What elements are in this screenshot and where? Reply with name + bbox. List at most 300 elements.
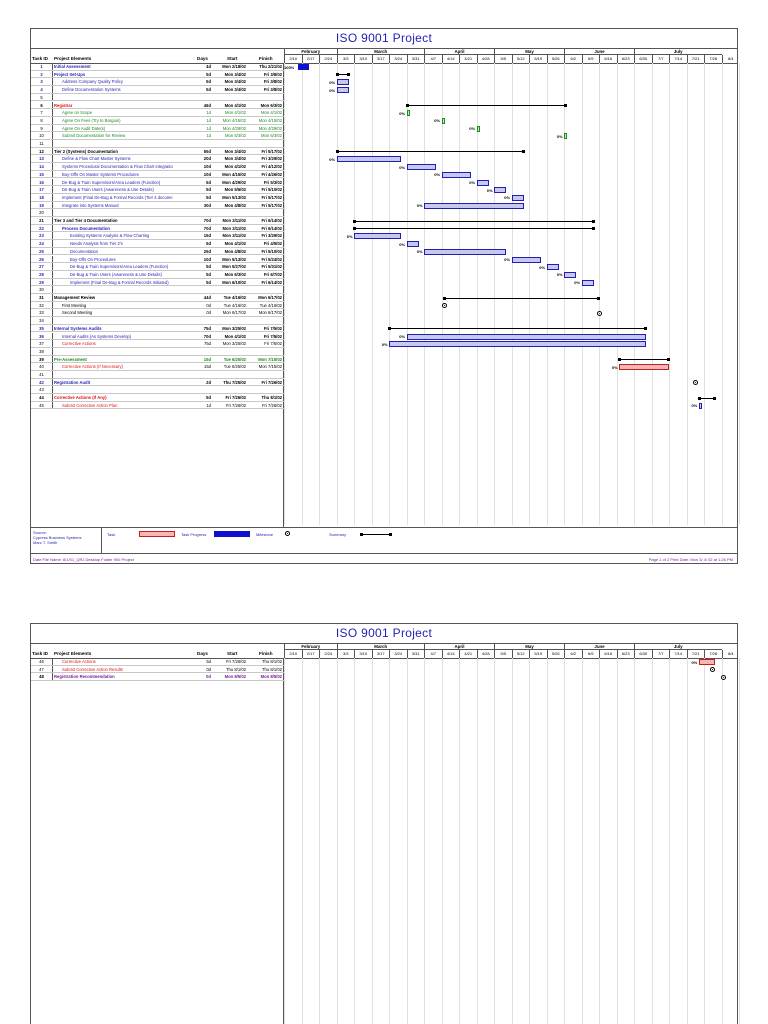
legend-progress-label: Task Progress (181, 532, 207, 537)
task-id: 44 (31, 394, 53, 401)
table-row (31, 325, 284, 333)
task-id: 14 (31, 163, 53, 170)
summary-bar (699, 398, 715, 399)
task-days: 5d (206, 194, 211, 200)
task-start: Mon 3/4/02 (224, 79, 246, 85)
task-name: Buy-Offs On Procedures (70, 256, 116, 262)
col-task-id: Task ID (32, 56, 48, 61)
percent-complete-label: 0% (416, 203, 423, 209)
gantt-bar (389, 341, 646, 347)
task-name: De-Bug & Train Users (Awareness & Use Details) (62, 187, 154, 193)
week-header: 6/2 (564, 55, 582, 63)
task-start: Mon 3/4/02 (224, 148, 246, 154)
table-row (31, 202, 284, 210)
grid-line (582, 658, 583, 1024)
percent-complete-label: 0% (504, 257, 511, 262)
task-finish: Fri 5/17/02 (261, 202, 282, 208)
task-id: 4 (31, 86, 53, 93)
task-id: 28 (31, 271, 53, 278)
grid-line (477, 63, 478, 525)
week-header: 5/5 (494, 650, 512, 658)
task-start: Tue 6/25/02 (223, 364, 246, 370)
task-start: Mon 3/11/02 (222, 218, 246, 223)
table-row (31, 294, 284, 302)
table-row (31, 348, 284, 356)
task-table (31, 63, 284, 527)
grid-line (354, 63, 355, 525)
task-id: 17 (31, 186, 53, 193)
task-start: Mon 4/1/02 (224, 333, 246, 339)
task-name: Initial Assessment (54, 64, 91, 69)
week-header: 6/9 (582, 55, 600, 63)
task-id: 29 (31, 279, 53, 286)
week-header: 5/12 (512, 55, 530, 63)
task-name: Corrective Actions (62, 659, 96, 664)
week-header: 7/28 (704, 55, 722, 63)
task-start: Mon 4/8/02 (224, 248, 246, 254)
task-finish: Thu 8/1/02 (261, 659, 282, 664)
task-start: Mon 5/6/02 (224, 187, 246, 193)
summary-bar (337, 151, 524, 152)
task-days: 1d (206, 125, 211, 131)
task-id: 16 (31, 179, 53, 186)
month-header: March (337, 643, 425, 650)
task-days: 70d (203, 225, 211, 231)
task-start: Mon 4/15/02 (222, 117, 246, 123)
task-days: 70d (203, 218, 211, 223)
task-days: 1d (206, 133, 211, 139)
timeline-header (284, 643, 737, 658)
week-header: 4/28 (477, 650, 495, 658)
table-row (31, 163, 284, 171)
week-header: 2/17 (302, 55, 320, 63)
task-start: Mon 3/11/02 (222, 233, 246, 239)
task-days: 0d (206, 310, 211, 316)
page-title: ISO 9001 Project (31, 624, 737, 644)
week-header: 4/7 (424, 55, 442, 63)
task-id: 25 (31, 248, 53, 255)
summary-bar (389, 328, 646, 329)
col-days: Days (197, 56, 208, 61)
percent-complete-label: 0% (469, 180, 476, 185)
task-finish: Mon 6/17/02 (258, 310, 282, 316)
task-days: 5d (206, 179, 211, 185)
grid-line (284, 658, 285, 1024)
task-name: Corrective Actions (If Any) (54, 395, 107, 401)
gantt-bar (298, 64, 309, 70)
table-row (31, 279, 284, 287)
col-start: Start (227, 651, 238, 656)
gantt-chart (284, 658, 737, 1024)
task-id: 21 (31, 217, 53, 224)
grid-line (424, 658, 425, 1024)
task-finish: Fri 3/29/02 (261, 156, 282, 162)
month-header: April (424, 643, 494, 650)
task-start: Mon 4/1/02 (224, 241, 246, 247)
percent-complete-label: 0% (556, 272, 563, 278)
legend-milestone-label: Milestone (256, 532, 274, 537)
table-row (31, 394, 284, 402)
task-id: 41 (31, 371, 53, 378)
task-finish: Fri 4/12/02 (261, 164, 282, 170)
table-row (31, 63, 284, 71)
task-id: 31 (31, 294, 53, 301)
week-header: 4/14 (442, 55, 460, 63)
gantt-bar (407, 110, 410, 116)
grid-line (407, 63, 408, 525)
week-header: 5/12 (512, 650, 530, 658)
percent-complete-label: 0% (399, 241, 406, 247)
task-name: Agree On Audit Date(s) (62, 125, 106, 131)
col-project-elements: Project Elements (54, 651, 92, 656)
week-header: 2/17 (302, 650, 320, 658)
task-finish: Fri 3/8/02 (263, 87, 282, 93)
task-days: 25d (203, 248, 211, 254)
task-start: Mon 4/1/02 (225, 110, 246, 116)
grid-line (284, 63, 285, 525)
task-days: 10d (203, 171, 211, 177)
task-id: 45 (31, 402, 53, 409)
gantt-bar (337, 87, 349, 93)
week-header: 5/26 (547, 55, 565, 63)
month-header: February (284, 643, 337, 650)
table-row (31, 148, 284, 156)
table-row (31, 356, 284, 364)
grid-line (424, 63, 425, 525)
grid-line (372, 63, 373, 525)
task-finish: Thu 8/1/02 (261, 666, 282, 672)
task-days: 4d (206, 64, 211, 69)
grid-line (687, 658, 688, 1024)
percent-complete-label: 0% (399, 164, 406, 170)
week-header: 3/17 (372, 55, 390, 63)
task-start: Mon 6/10/02 (222, 279, 246, 285)
task-days: 0d (206, 674, 211, 680)
task-start: Fri 7/26/02 (225, 659, 246, 664)
task-name: Registrar (54, 102, 73, 108)
task-finish: Fri 7/26/02 (261, 379, 282, 385)
task-start: Mon 4/8/02 (224, 202, 246, 208)
percent-complete-label: 0% (611, 364, 618, 370)
table-row (31, 186, 284, 194)
grid-line (337, 658, 338, 1024)
task-name: Address Company Quality Policy (62, 79, 123, 85)
grid-line (652, 658, 653, 1024)
grid-line (599, 63, 600, 525)
summary-bar (444, 298, 599, 299)
month-header: February (284, 48, 337, 55)
grid-line (389, 658, 390, 1024)
task-finish: Fri 7/5/02 (264, 341, 282, 347)
gantt-bar (424, 249, 506, 255)
table-row (31, 171, 284, 179)
gantt-bar (494, 187, 506, 193)
table-row (31, 102, 284, 110)
task-name: Define Documentation Systems (62, 87, 121, 93)
task-id: 10 (31, 132, 53, 139)
task-id: 22 (31, 225, 53, 232)
week-header: 3/3 (337, 55, 355, 63)
task-name: Registration Recommendation (54, 674, 115, 680)
task-id: 27 (31, 263, 53, 270)
grid-line (302, 63, 303, 525)
gantt-bar (699, 403, 702, 409)
task-name: Internal Audits (As Systems Develop) (62, 333, 132, 339)
grid-line (302, 658, 303, 1024)
percent-complete-label: 0% (329, 87, 336, 93)
week-header: 3/10 (354, 650, 372, 658)
table-row (31, 125, 284, 133)
week-header: 6/23 (617, 55, 635, 63)
task-finish: Mon 4/1/02 (261, 110, 282, 116)
task-days: 5d (206, 271, 211, 277)
gantt-bar (564, 133, 567, 139)
table-row (31, 140, 284, 148)
week-header: 4/14 (442, 650, 460, 658)
week-header: 8/4 (722, 55, 740, 63)
grid-line (652, 63, 653, 525)
summary-bar (337, 74, 349, 75)
task-days: 44d (203, 295, 211, 300)
gantt-bar (354, 233, 401, 239)
task-id: 19 (31, 202, 53, 209)
grid-line (547, 658, 548, 1024)
table-row (31, 658, 284, 666)
table-row (31, 209, 284, 217)
grid-line (687, 63, 688, 525)
task-id: 38 (31, 348, 53, 355)
task-days: 10d (203, 164, 211, 170)
grid-line (564, 63, 565, 525)
milestone-icon (710, 667, 715, 672)
task-start: Mon 3/4/02 (224, 87, 246, 93)
task-id: 9 (31, 125, 53, 132)
table-row (31, 194, 284, 202)
task-name: Pre-Assessment (54, 356, 87, 362)
task-start: Mon 3/25/02 (222, 341, 246, 347)
task-days: 2d (206, 379, 211, 385)
task-id: 23 (31, 232, 53, 239)
table-row (31, 379, 284, 387)
task-finish: Fri 7/5/02 (263, 325, 282, 331)
task-days: 5d (206, 187, 211, 193)
task-finish: Mon 6/17/02 (258, 295, 282, 300)
grid-line (354, 658, 355, 1024)
task-start: Thu 8/1/02 (225, 666, 246, 672)
task-start: Mon 4/1/02 (224, 164, 246, 170)
grid-line (669, 63, 670, 525)
task-finish: Fri 7/26/02 (261, 402, 282, 408)
task-name: Internal Systems Audits (54, 325, 102, 331)
table-row (31, 132, 284, 140)
task-id: 33 (31, 309, 53, 316)
task-name: Second Meeting (62, 310, 93, 316)
summary-bar (407, 105, 566, 106)
task-start: Mon 6/17/02 (222, 310, 246, 316)
grid-line (722, 658, 723, 1024)
week-header: 6/9 (582, 650, 600, 658)
task-days: 5d (206, 79, 211, 85)
table-row (31, 256, 284, 264)
task-finish: Tue 4/16/02 (259, 302, 282, 308)
milestone-icon (721, 675, 726, 680)
week-header: 4/28 (477, 55, 495, 63)
task-name: Needs Analysis from Tier 2's (70, 241, 123, 247)
grid-line (739, 63, 740, 525)
task-days: 5d (206, 395, 211, 401)
week-header: 7/21 (687, 55, 705, 63)
task-finish: Fri 5/10/02 (261, 248, 282, 254)
task-finish: Fri 3/8/02 (263, 79, 282, 85)
gantt-bar (407, 334, 647, 340)
task-id: 32 (31, 302, 53, 309)
col-project-elements: Project Elements (54, 56, 92, 61)
week-header: 3/31 (407, 55, 425, 63)
grid-line (547, 63, 548, 525)
timeline-header (284, 48, 737, 63)
week-header: 7/7 (652, 55, 670, 63)
task-days: 75d (204, 341, 211, 347)
col-task-id: Task ID (32, 651, 48, 656)
legend-summary-label: Summary (329, 532, 347, 537)
task-table (31, 658, 284, 1024)
task-days: 5d (206, 87, 211, 93)
grid-line (564, 658, 565, 1024)
task-name: Tier 2 (Systems) Documentation (54, 148, 118, 154)
grid-line (442, 63, 443, 525)
task-id: 1 (31, 63, 53, 70)
week-header: 3/3 (337, 650, 355, 658)
grid-line (494, 658, 495, 1024)
task-days: 70d (203, 333, 211, 339)
task-name: Define & Flow Chart Master Systems (62, 156, 131, 162)
task-id: 37 (31, 340, 53, 347)
legend-task-label: Task (107, 532, 116, 537)
table-row (31, 232, 284, 240)
task-id: 13 (31, 155, 53, 162)
task-start: Mon 6/3/02 (225, 133, 246, 139)
percent-complete-label: 0% (556, 133, 563, 139)
milestone-icon (442, 303, 447, 308)
week-header: 2/10 (284, 55, 302, 63)
task-days: 5d (206, 264, 211, 270)
milestone-icon (693, 380, 698, 385)
task-days: 1d (206, 117, 211, 123)
task-start: Mon 5/13/02 (222, 194, 246, 200)
task-days: 30d (203, 202, 211, 208)
week-header: 7/14 (669, 650, 687, 658)
task-finish: Thu 2/21/02 (259, 64, 282, 69)
task-finish: Mon 4/29/02 (258, 125, 282, 131)
task-name: Corrective Actions (If Necessary) (62, 364, 123, 370)
task-name: Process Documentation (62, 225, 110, 231)
summary-bar (619, 359, 669, 360)
week-header: 2/24 (319, 650, 337, 658)
task-finish: Fri 6/14/02 (261, 279, 282, 285)
task-id: 2 (31, 71, 53, 78)
task-finish: Fri 5/3/02 (263, 179, 282, 185)
percent-complete-label: 0% (399, 110, 406, 116)
month-header: June (564, 48, 634, 55)
legend-task-swatch (139, 531, 175, 537)
week-header: 7/21 (687, 650, 705, 658)
grid-line (319, 658, 320, 1024)
task-days: 1d (206, 110, 211, 116)
gantt-bar (442, 118, 445, 124)
week-header: 3/17 (372, 650, 390, 658)
week-header: 5/19 (529, 55, 547, 63)
table-row (31, 78, 284, 86)
gantt-bar (512, 195, 524, 201)
week-header: 4/7 (424, 650, 442, 658)
task-days: 5d (206, 241, 211, 247)
task-id: 47 (31, 666, 53, 673)
week-header: 7/28 (704, 650, 722, 658)
week-header: 3/24 (389, 650, 407, 658)
grid-line (739, 658, 740, 1024)
percent-complete-label: 0% (574, 280, 581, 286)
task-name: Implement (Final De-Bug & Formal Records (Tier 4 docume (62, 194, 173, 200)
task-id: 7 (31, 109, 53, 116)
task-finish: Fri 3/29/02 (261, 233, 282, 239)
task-finish: Mon 7/15/02 (258, 356, 282, 362)
percent-complete-label: 0% (329, 79, 336, 85)
table-row (31, 86, 284, 94)
task-start: Mon 5/13/02 (222, 256, 246, 262)
task-start: Mon 4/29/02 (222, 125, 246, 131)
grid-line (529, 63, 530, 525)
table-row (31, 402, 284, 410)
percent-complete-label: 0% (346, 233, 353, 239)
grid-line (512, 658, 513, 1024)
task-finish: Fri 4/5/02 (263, 241, 282, 247)
task-name: Management Review (54, 295, 96, 300)
task-id: 35 (31, 325, 53, 332)
task-id: 39 (31, 356, 53, 363)
percent-complete-label: 0% (691, 659, 698, 665)
task-name: Existing Systems Analysis & Flow Charting (70, 233, 150, 239)
week-header: 3/31 (407, 650, 425, 658)
task-start: Mon 6/3/02 (224, 271, 246, 277)
task-name: Registration Audit (54, 379, 91, 385)
grid-line (582, 63, 583, 525)
task-name: Implement (Final De-Bug & Formal Records Initiated) (70, 279, 169, 285)
task-name: De-Bug & Train Users (Awareness & Use Details) (70, 271, 162, 277)
table-row (31, 666, 284, 674)
task-name: De-Bug & Train Supervisors/Area Leaders (Function) (70, 264, 169, 270)
gantt-bar (699, 659, 715, 665)
table-row (31, 217, 284, 225)
gantt-bar (564, 272, 576, 278)
grid-line (494, 63, 495, 525)
week-header: 4/21 (459, 650, 477, 658)
gantt-page-1 (30, 28, 738, 564)
percent-complete-label: 0% (486, 187, 493, 193)
task-start: Fri 7/26/02 (225, 402, 246, 408)
table-row (31, 71, 284, 79)
percent-complete-label: 0% (381, 341, 388, 347)
legend-progress-swatch (214, 531, 250, 537)
task-finish: Fri 6/14/02 (261, 225, 282, 231)
table-row (31, 109, 284, 117)
task-id: 40 (31, 363, 53, 370)
percent-complete-label: 0% (504, 195, 511, 201)
task-name: Tier 3 and Tier 4 Documentation (54, 218, 118, 223)
gantt-page-2 (30, 623, 738, 1024)
percent-complete-label: 100% (284, 64, 295, 70)
task-id: 18 (31, 194, 53, 201)
grid-line (704, 658, 705, 1024)
